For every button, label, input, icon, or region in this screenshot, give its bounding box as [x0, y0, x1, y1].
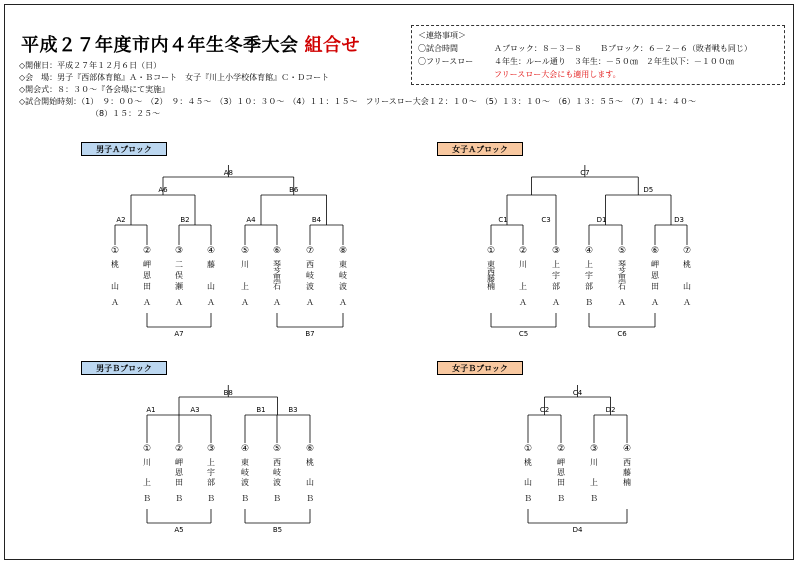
team-name-char: 川 [519, 260, 527, 269]
team-name-char: 岐 [306, 271, 314, 280]
brackets-svg [5, 5, 795, 561]
team-court: Ｂ [241, 494, 249, 503]
team-number: ③ [551, 246, 561, 256]
team-name-char: 藤 [487, 274, 495, 284]
match-label: D5 [643, 186, 654, 194]
team-name-char: 岬 [557, 458, 565, 467]
team-name-char: 黒 [618, 274, 626, 284]
team-name-char: 岬 [651, 260, 659, 269]
match-label: D2 [605, 406, 616, 414]
team-name-char: 山 [111, 282, 119, 291]
team-number: ④ [622, 444, 632, 454]
info-times: ◇試合開始時刻：（1） ９：００～ （2） ９：４５～ （3）１０：３０～ （4）１１：１５～ フリースロー大会１２：１０～ （5）１３：１０～ （6）１３：５５～ （7）１４：４０～ [19, 97, 697, 106]
team-number: ② [174, 444, 184, 454]
notice-ft-note: フリースロー大会にも適用します。 [494, 70, 621, 79]
team-name-char: 恩 [557, 468, 565, 477]
team-number: ③ [174, 246, 184, 256]
team-name-char: 上 [241, 282, 249, 291]
team-name-char: 川 [143, 458, 151, 467]
team-court: Ａ [111, 298, 119, 307]
team-name-char: 山 [207, 282, 215, 291]
team-court: Ｂ [143, 494, 151, 503]
team-name-char: 部 [552, 282, 560, 291]
team-name-char: 東 [339, 260, 347, 269]
team-number: ② [142, 246, 152, 256]
team-name-char: 楠 [487, 282, 495, 291]
team-name-char: 藤 [207, 260, 215, 269]
team-name-char: 黒 [273, 274, 281, 284]
match-label: D3 [674, 216, 684, 224]
match-label: A3 [190, 406, 200, 414]
info-venue: ◇会 場：男子『西部体育館』Ａ・Ｂコート 女子『川上小学校体育館』Ｃ・Ｄコート [19, 73, 330, 82]
team-court: Ａ [241, 298, 249, 307]
team-number: ⑤ [240, 246, 250, 256]
team-name-char: 宇 [552, 271, 560, 280]
loser-match-label: A7 [174, 330, 184, 338]
notice-match-a: Ａブロック：８－３－８ [494, 44, 582, 53]
team-name-char: 西 [487, 267, 495, 277]
team-name-char: 宇 [207, 468, 215, 477]
team-name-char: 上 [143, 478, 151, 487]
team-name-char: 山 [683, 282, 691, 291]
team-name-char: 岐 [273, 468, 281, 477]
block-label-girls-b: 女子Ｂブロック [437, 361, 523, 375]
notice-ft-rule: ４年生：ルール通り ３年生：－５０㎝ ２年生以下：－１００㎝ [494, 57, 734, 66]
team-name-char: 上 [519, 282, 527, 291]
team-number: ⑧ [338, 246, 348, 256]
match-label: B1 [256, 406, 266, 414]
team-name-char: 琴 [618, 260, 626, 269]
team-name-char: 川 [590, 458, 598, 467]
match-label: A4 [246, 216, 256, 224]
team-name-char: 石 [618, 282, 626, 291]
match-label: A1 [146, 406, 156, 414]
match-label-final: C4 [572, 389, 583, 397]
team-court: Ｂ [557, 494, 565, 503]
team-number: ④ [584, 246, 594, 256]
team-name-char: 恩 [143, 271, 151, 280]
info-opening: ◇開会式：８：３０～『各会場にて実施』 [19, 85, 170, 94]
team-number: ⑤ [272, 444, 282, 454]
team-court: Ｂ [273, 494, 281, 503]
team-court: Ａ [175, 298, 183, 307]
team-number: ③ [206, 444, 216, 454]
team-name-char: 西 [623, 458, 631, 467]
team-name-char: 山 [306, 478, 314, 487]
match-label: B3 [288, 406, 298, 414]
team-name-char: 田 [651, 282, 659, 291]
match-label: C3 [541, 216, 551, 224]
team-name-char: 西 [306, 260, 314, 269]
team-court: Ｂ [306, 494, 314, 503]
team-court: Ａ [339, 298, 347, 307]
match-label-final: B8 [223, 389, 233, 397]
team-number: ⑥ [650, 246, 660, 256]
match-label: B6 [289, 186, 299, 194]
team-name-char: 部 [207, 478, 215, 487]
team-court: Ｂ [175, 494, 183, 503]
team-name-char: 芝 [618, 267, 626, 277]
team-court: Ｂ [524, 494, 532, 503]
team-name-char: 岬 [143, 260, 151, 269]
loser-match-label: B5 [272, 526, 283, 534]
team-number: ⑦ [682, 246, 692, 256]
team-court: Ｂ [585, 298, 593, 307]
team-number: ⑦ [305, 246, 315, 256]
match-label-final: A8 [223, 169, 233, 177]
team-court: Ａ [683, 298, 691, 307]
notice-match-label: 〇試合時間 [418, 44, 458, 53]
title-suffix: 組合せ [304, 35, 360, 56]
team-name-char: 波 [339, 282, 347, 291]
block-label-girls-a: 女子Ａブロック [437, 142, 523, 156]
team-court: Ａ [273, 298, 281, 307]
team-name-char: 二 [175, 260, 183, 269]
team-name-char: 東 [487, 260, 495, 269]
team-number: ⑥ [272, 246, 282, 256]
block-label-boys-a: 男子Ａブロック [81, 142, 167, 156]
team-court: Ａ [519, 298, 527, 307]
team-name-char: 波 [241, 478, 249, 487]
team-number: ② [518, 246, 528, 256]
team-number: ① [142, 444, 152, 454]
loser-match-label: C5 [518, 330, 529, 338]
match-label: D1 [596, 216, 607, 224]
team-number: ② [556, 444, 566, 454]
team-name-char: 田 [175, 478, 183, 487]
team-court: Ａ [207, 298, 215, 307]
match-label: A2 [116, 216, 126, 224]
team-court: Ａ [552, 298, 560, 307]
team-name-char: 波 [306, 282, 314, 291]
team-name-char: 琴 [273, 260, 281, 269]
team-name-char: 桃 [683, 260, 691, 269]
team-court: Ａ [618, 298, 626, 307]
match-label: A6 [158, 186, 168, 194]
team-name-char: 岐 [339, 271, 347, 280]
team-name-char: 藤 [623, 468, 631, 477]
team-name-char: 恩 [175, 468, 183, 477]
team-name-char: 俣 [175, 271, 183, 280]
info-times-cont: （8）１５：２５～ [91, 109, 161, 118]
team-number: ① [523, 444, 533, 454]
tournament-sheet [4, 4, 794, 560]
title-main: 平成２７年度市内４年生冬季大会 [21, 35, 299, 56]
team-number: ① [110, 246, 120, 256]
match-label-final: C7 [580, 169, 590, 177]
team-name-char: 東 [241, 458, 249, 467]
team-name-char: 桃 [111, 260, 119, 269]
team-name-char: 岬 [175, 458, 183, 467]
loser-match-label: A5 [174, 526, 184, 534]
match-label: B4 [311, 216, 322, 224]
info-date: ◇開催日：平成２７年１２月６日（日） [19, 61, 162, 70]
team-name-char: 石 [273, 282, 281, 291]
team-name-char: 楠 [623, 478, 631, 487]
loser-match-label: D4 [572, 526, 583, 534]
notice-ft-label: 〇フリースロー [418, 57, 474, 66]
team-name-char: 芝 [273, 267, 281, 277]
team-name-char: 桃 [524, 458, 532, 467]
loser-match-label: C6 [617, 330, 627, 338]
team-name-char: 波 [273, 478, 281, 487]
team-name-char: 山 [524, 478, 532, 487]
team-number: ① [486, 246, 496, 256]
team-number: ④ [206, 246, 216, 256]
team-court: Ｂ [590, 494, 598, 503]
team-number: ④ [240, 444, 250, 454]
team-number: ③ [589, 444, 599, 454]
block-label-boys-b: 男子Ｂブロック [81, 361, 167, 375]
team-name-char: 田 [143, 282, 151, 291]
team-name-char: 上 [207, 458, 215, 467]
team-name-char: 恩 [651, 271, 659, 280]
team-court: Ｂ [207, 494, 215, 503]
team-name-char: 川 [241, 260, 249, 269]
team-court: Ａ [306, 298, 314, 307]
match-label: C1 [498, 216, 508, 224]
team-number: ⑤ [617, 246, 627, 256]
team-name-char: 桃 [306, 458, 314, 467]
team-name-char: 上 [590, 478, 598, 487]
loser-match-label: B7 [305, 330, 315, 338]
team-name-char: 部 [585, 282, 593, 291]
team-name-char: 宇 [585, 271, 593, 280]
notice-heading: ＜連絡事項＞ [418, 31, 466, 40]
team-name-char: 田 [557, 478, 565, 487]
team-name-char: 上 [585, 260, 593, 269]
team-name-char: 瀬 [175, 282, 183, 291]
team-name-char: 岐 [241, 468, 249, 477]
team-name-char: 上 [552, 260, 560, 269]
match-label: C2 [539, 406, 550, 414]
team-name-char: 西 [273, 458, 281, 467]
team-court: Ａ [651, 298, 659, 307]
team-court: Ａ [143, 298, 151, 307]
match-label: B2 [180, 216, 190, 224]
team-number: ⑥ [305, 444, 315, 454]
notice-match-b: Ｂブロック：６－２－６（敗者戦も同じ） [600, 44, 752, 53]
